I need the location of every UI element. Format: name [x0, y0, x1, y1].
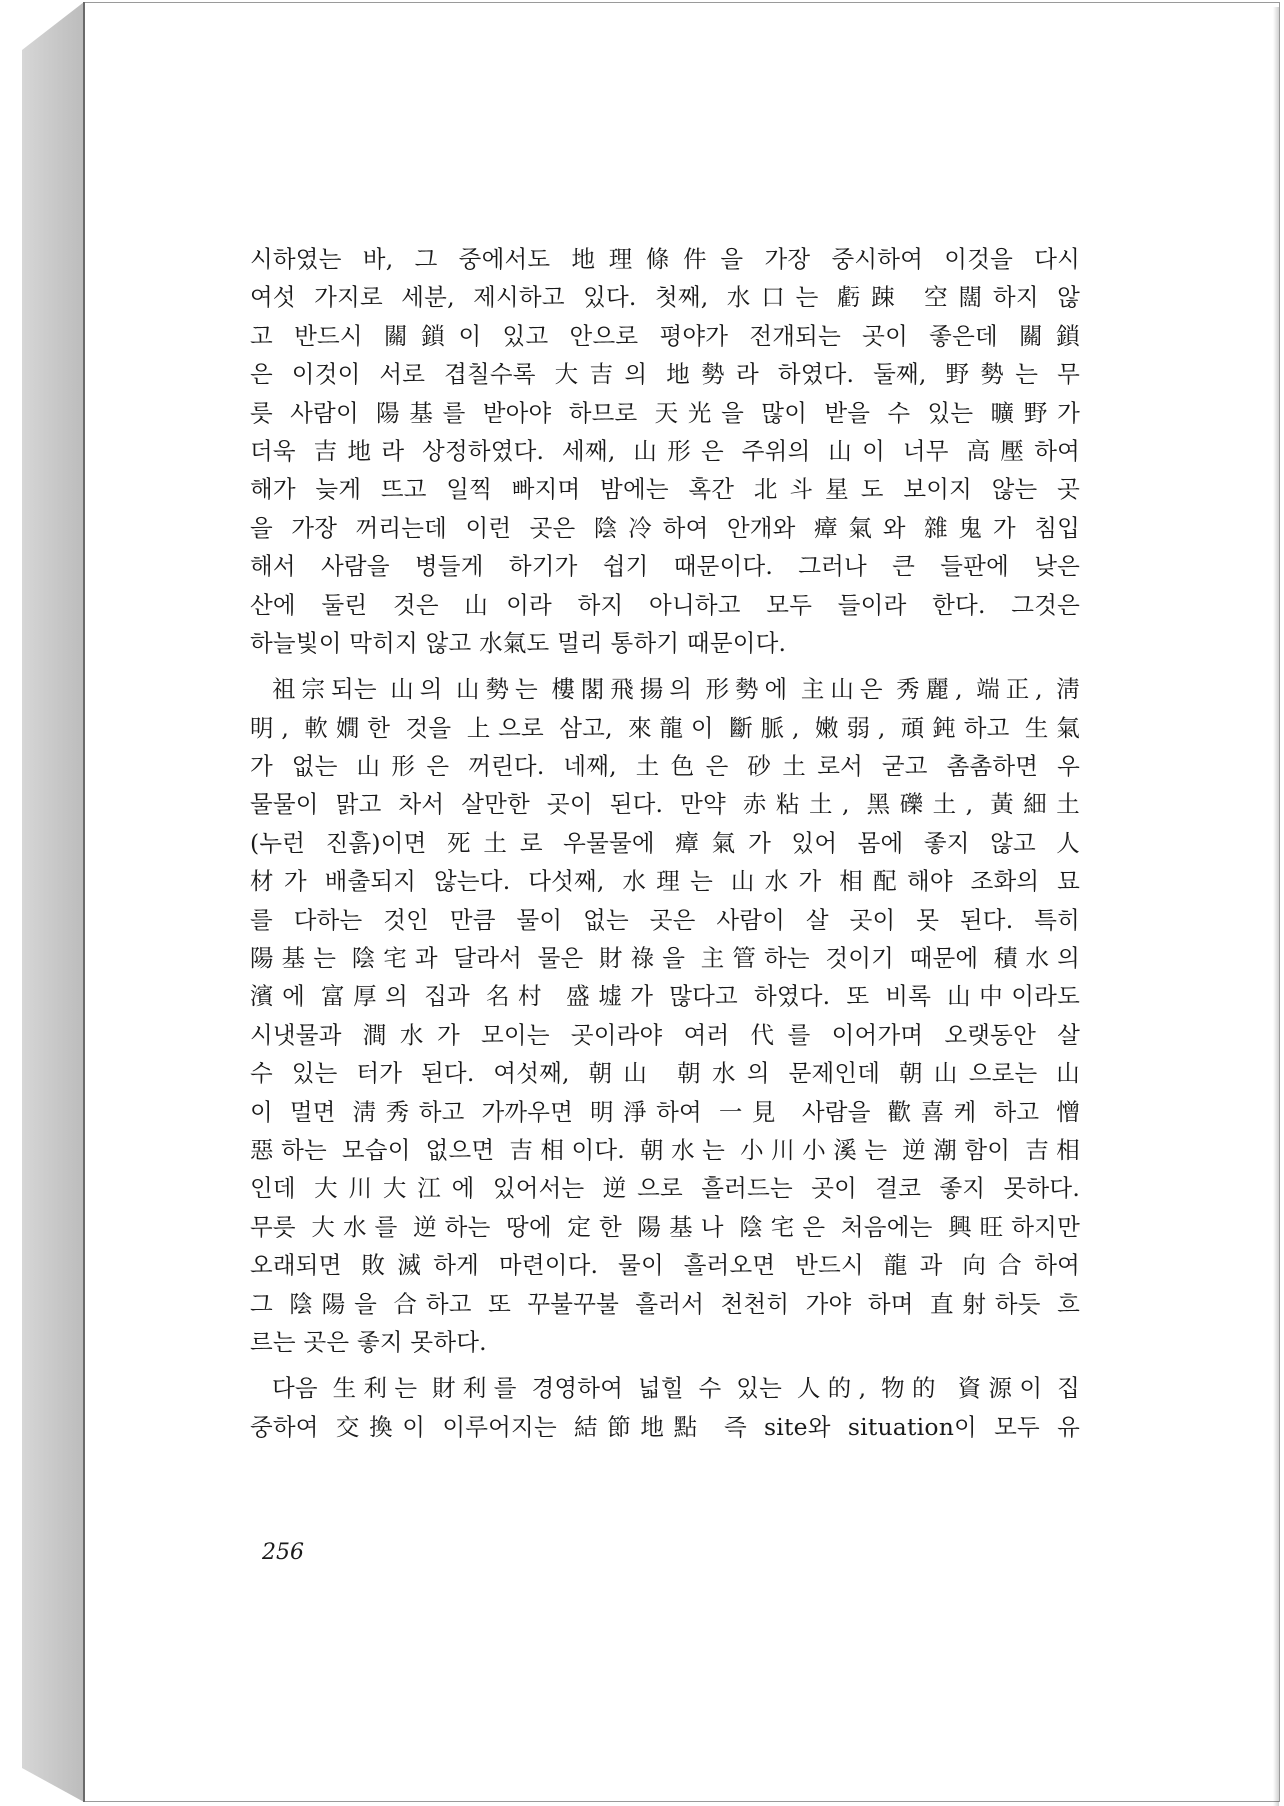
- text-line: 인데 大川大江에 있어서는 逆으로 흘러드는 곳이 결코 좋지 못하다.: [250, 1174, 1080, 1203]
- text-line: 무릇 大水를 逆하는 땅에 定한 陽基나 陰宅은 처음에는 興旺하지만: [250, 1212, 1080, 1241]
- paragraph-2: [250, 670, 1080, 1361]
- text-line: 릇 사람이 陽基를 받아야 하므로 天光을 많이 받을 수 있는 曠野가: [250, 398, 1080, 427]
- text-line: 을 가장 꺼리는데 이런 곳은 陰冷하여 안개와 瘴氣와 雜鬼가 침입: [250, 513, 1080, 542]
- text-line: 惡하는 모습이 없으면 吉相이다. 朝水는 小川小溪는 逆潮함이 吉相: [250, 1135, 1080, 1164]
- text-line: 明, 軟嫺한 것을 上으로 삼고, 來龍이 斷脈, 嫩弱, 頑鈍하고 生氣: [250, 713, 1080, 742]
- text-line: 산에 둘린 것은 山이라 하지 아니하고 모두 들이라 한다. 그것은: [250, 590, 1080, 619]
- text-line: 그 陰陽을 合하고 또 꾸불꾸불 흘러서 천천히 가야 하며 直射하듯 흐: [250, 1289, 1080, 1318]
- text-line: 하늘빛이 막히지 않고 水氣도 멀리 통하기 때문이다.: [250, 628, 787, 657]
- page-edge-shadow: [1273, 7, 1279, 1806]
- text-line: 材가 배출되지 않는다. 다섯째, 水理는 山水가 相配해야 조화의 묘: [250, 867, 1080, 896]
- body-text: [250, 240, 1080, 1446]
- text-line: 더욱 吉地라 상정하였다. 세째, 山形은 주위의 山이 너무 高壓하여: [250, 436, 1080, 465]
- book-spine: [22, 2, 84, 1802]
- text-line: 물물이 맑고 차서 살만한 곳이 된다. 만약 赤粘土, 黑礫土, 黃細土: [250, 790, 1080, 819]
- text-line: 가 없는 山形은 꺼린다. 네째, 土色은 砂土로서 굳고 촘촘하면 우: [250, 752, 1080, 781]
- text-line: 여섯 가지로 세분, 제시하고 있다. 첫째, 水口는 虧踈 空闊하지 않: [250, 283, 1080, 312]
- text-line: 르는 곳은 좋지 못하다.: [250, 1327, 487, 1356]
- page-number: 256: [262, 1540, 304, 1565]
- text-line: 를 다하는 것인 만큼 물이 없는 곳은 사람이 살 곳이 못 된다. 특히: [250, 905, 1080, 934]
- text-line: 오래되면 敗滅하게 마련이다. 물이 흘러오면 반드시 龍과 向合하여: [250, 1251, 1080, 1280]
- text-line: 시냇물과 澗水가 모이는 곳이라야 여러 代를 이어가며 오랫동안 살: [250, 1020, 1080, 1049]
- text-line: 陽基는 陰宅과 달라서 물은 財祿을 主管하는 것이기 때문에 積水의: [250, 944, 1080, 973]
- paragraph-1: [250, 240, 1080, 662]
- text-line: 시하였는 바, 그 중에서도 地理條件을 가장 중시하여 이것을 다시: [250, 245, 1080, 273]
- text-line: 수 있는 터가 된다. 여섯째, 朝山 朝水의 문제인데 朝山으로는 山: [250, 1059, 1080, 1088]
- paragraph-3: [250, 1369, 1080, 1446]
- text-line: (누런 진흙)이면 死土로 우물물에 瘴氣가 있어 몸에 좋지 않고 人: [250, 828, 1080, 857]
- text-line: 濱에 富厚의 집과 名村 盛墟가 많다고 하였다. 또 비록 山中이라도: [250, 982, 1080, 1011]
- text-line: 해서 사람을 병들게 하기가 쉽기 때문이다. 그러나 큰 들판에 낮은: [250, 552, 1080, 581]
- text-line: 은 이것이 서로 겹칠수록 大吉의 地勢라 하였다. 둘째, 野勢는 무: [250, 360, 1080, 389]
- text-line: 다음 生利는 財利를 경영하여 넓힐 수 있는 人的, 物的 資源이 집: [272, 1374, 1080, 1403]
- text-line: 祖宗되는 山의 山勢는 樓閣飛揚의 形勢에 主山은 秀麗, 端正, 淸: [272, 675, 1080, 704]
- text-line: 해가 늦게 뜨고 일찍 빠지며 밤에는 혹간 北斗星도 보이지 않는 곳: [250, 475, 1080, 504]
- text-line: 고 반드시 關鎖이 있고 안으로 평야가 전개되는 곳이 좋은데 關鎖: [250, 321, 1080, 350]
- text-line: 이 멀면 淸秀하고 가까우면 明淨하여 一見 사람을 歡喜케 하고 憎: [250, 1097, 1080, 1126]
- text-line: 중하여 交換이 이루어지는 結節地點 즉 site와 situation이 모두 유: [250, 1412, 1080, 1441]
